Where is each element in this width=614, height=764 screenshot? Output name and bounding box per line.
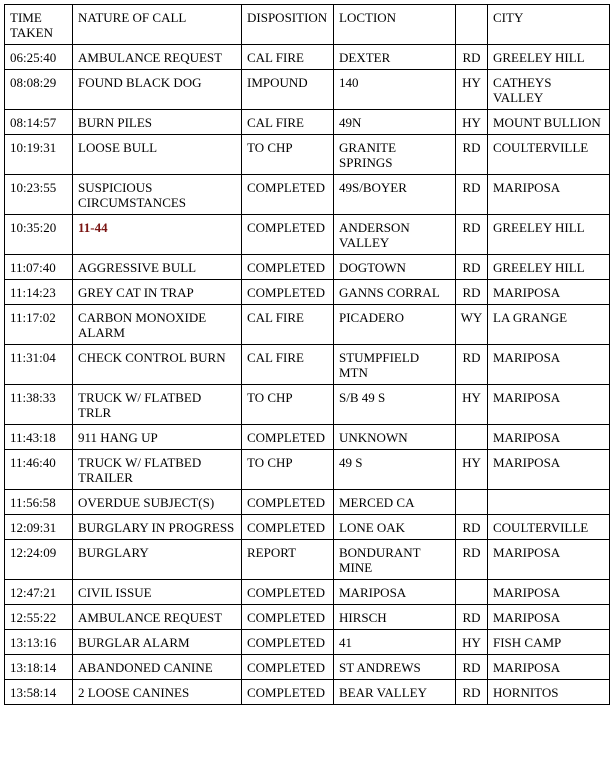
cell-suffix: RD <box>456 605 488 630</box>
cell-disposition: IMPOUND <box>242 70 334 110</box>
cell-city: MOUNT BULLION <box>488 110 610 135</box>
cell-disposition: COMPLETED <box>242 655 334 680</box>
cell-location: BONDURANT MINE <box>334 540 456 580</box>
cell-time: 12:24:09 <box>5 540 73 580</box>
cell-disposition: COMPLETED <box>242 580 334 605</box>
cell-disposition: COMPLETED <box>242 490 334 515</box>
cell-location: GANNS CORRAL <box>334 280 456 305</box>
cell-disposition: COMPLETED <box>242 215 334 255</box>
cell-disposition: COMPLETED <box>242 515 334 540</box>
header-row <box>5 5 610 45</box>
cell-nature: AGGRESSIVE BULL <box>73 255 242 280</box>
table-row <box>5 255 610 280</box>
cell-time: 11:38:33 <box>5 385 73 425</box>
cell-suffix: RD <box>456 655 488 680</box>
cell-time: 10:35:20 <box>5 215 73 255</box>
cell-suffix: HY <box>456 70 488 110</box>
cell-nature: CARBON MONOXIDE ALARM <box>73 305 242 345</box>
cell-suffix: RD <box>456 255 488 280</box>
cell-city: MARIPOSA <box>488 345 610 385</box>
cell-nature: GREY CAT IN TRAP <box>73 280 242 305</box>
cell-time: 10:19:31 <box>5 135 73 175</box>
cell-disposition: TO CHP <box>242 450 334 490</box>
cell-location: 140 <box>334 70 456 110</box>
cell-location: S/B 49 S <box>334 385 456 425</box>
cell-nature: TRUCK W/ FLATBED TRLR <box>73 385 242 425</box>
table-row <box>5 490 610 515</box>
cell-city <box>488 490 610 515</box>
table-row <box>5 515 610 540</box>
cell-location: HIRSCH <box>334 605 456 630</box>
cell-time: 13:18:14 <box>5 655 73 680</box>
cell-time: 06:25:40 <box>5 45 73 70</box>
cell-disposition: COMPLETED <box>242 175 334 215</box>
cell-disposition: TO CHP <box>242 385 334 425</box>
table-row <box>5 540 610 580</box>
cell-time: 11:46:40 <box>5 450 73 490</box>
cell-nature: BURGLAR ALARM <box>73 630 242 655</box>
cell-city: COULTERVILLE <box>488 135 610 175</box>
table-row <box>5 70 610 110</box>
cell-city: HORNITOS <box>488 680 610 705</box>
table-row <box>5 680 610 705</box>
call-log-body <box>5 45 610 705</box>
cell-location: BEAR VALLEY <box>334 680 456 705</box>
cell-city: MARIPOSA <box>488 450 610 490</box>
table-row <box>5 135 610 175</box>
cell-time: 12:55:22 <box>5 605 73 630</box>
cell-nature: 2 LOOSE CANINES <box>73 680 242 705</box>
cell-location: STUMPFIELD MTN <box>334 345 456 385</box>
cell-suffix: RD <box>456 135 488 175</box>
cell-disposition: COMPLETED <box>242 255 334 280</box>
cell-location: DOGTOWN <box>334 255 456 280</box>
cell-suffix: HY <box>456 630 488 655</box>
table-row <box>5 425 610 450</box>
cell-city: GREELEY HILL <box>488 215 610 255</box>
cell-disposition: CAL FIRE <box>242 345 334 385</box>
cell-city: MARIPOSA <box>488 580 610 605</box>
cell-nature: BURN PILES <box>73 110 242 135</box>
cell-time: 11:31:04 <box>5 345 73 385</box>
header-location: LOCTION <box>334 5 456 45</box>
cell-city: MARIPOSA <box>488 655 610 680</box>
header-nature: NATURE OF CALL <box>73 5 242 45</box>
cell-location: UNKNOWN <box>334 425 456 450</box>
cell-location: LONE OAK <box>334 515 456 540</box>
table-row <box>5 605 610 630</box>
cell-nature: TRUCK W/ FLATBED TRAILER <box>73 450 242 490</box>
cell-suffix: HY <box>456 450 488 490</box>
cell-time: 11:14:23 <box>5 280 73 305</box>
cell-location: PICADERO <box>334 305 456 345</box>
cell-nature: CHECK CONTROL BURN <box>73 345 242 385</box>
cell-time: 13:13:16 <box>5 630 73 655</box>
cell-location: ANDERSON VALLEY <box>334 215 456 255</box>
header-disposition: DISPOSITION <box>242 5 334 45</box>
cell-time: 11:07:40 <box>5 255 73 280</box>
header-city: CITY <box>488 5 610 45</box>
cell-location: MERCED CA <box>334 490 456 515</box>
cell-city: COULTERVILLE <box>488 515 610 540</box>
cell-location: MARIPOSA <box>334 580 456 605</box>
cell-disposition: COMPLETED <box>242 630 334 655</box>
table-row <box>5 450 610 490</box>
cell-suffix: RD <box>456 215 488 255</box>
cell-time: 11:56:58 <box>5 490 73 515</box>
cell-suffix: RD <box>456 345 488 385</box>
cell-suffix: RD <box>456 540 488 580</box>
cell-suffix <box>456 580 488 605</box>
cell-disposition: CAL FIRE <box>242 45 334 70</box>
cell-time: 11:17:02 <box>5 305 73 345</box>
cell-time: 12:47:21 <box>5 580 73 605</box>
cell-nature: FOUND BLACK DOG <box>73 70 242 110</box>
table-row <box>5 280 610 305</box>
cell-location: GRANITE SPRINGS <box>334 135 456 175</box>
call-log-sheet <box>4 4 610 705</box>
table-row <box>5 655 610 680</box>
cell-nature: AMBULANCE REQUEST <box>73 45 242 70</box>
cell-disposition: COMPLETED <box>242 680 334 705</box>
header-time: TIME TAKEN <box>5 5 73 45</box>
cell-suffix: RD <box>456 515 488 540</box>
cell-suffix: WY <box>456 305 488 345</box>
cell-disposition: TO CHP <box>242 135 334 175</box>
table-row <box>5 110 610 135</box>
cell-city: MARIPOSA <box>488 605 610 630</box>
cell-city: MARIPOSA <box>488 175 610 215</box>
call-log-table <box>4 4 610 705</box>
cell-city: MARIPOSA <box>488 385 610 425</box>
table-row <box>5 345 610 385</box>
cell-time: 08:14:57 <box>5 110 73 135</box>
cell-suffix: HY <box>456 385 488 425</box>
cell-nature: BURGLARY IN PROGRESS <box>73 515 242 540</box>
cell-disposition: COMPLETED <box>242 425 334 450</box>
cell-nature: CIVIL ISSUE <box>73 580 242 605</box>
cell-city: GREELEY HILL <box>488 255 610 280</box>
header-suffix <box>456 5 488 45</box>
table-row <box>5 580 610 605</box>
cell-city: MARIPOSA <box>488 540 610 580</box>
cell-disposition: COMPLETED <box>242 605 334 630</box>
cell-disposition: REPORT <box>242 540 334 580</box>
cell-location: 49S/BOYER <box>334 175 456 215</box>
cell-nature: ABANDONED CANINE <box>73 655 242 680</box>
cell-city: GREELEY HILL <box>488 45 610 70</box>
cell-suffix: RD <box>456 280 488 305</box>
cell-suffix <box>456 425 488 450</box>
cell-nature: SUSPICIOUS CIRCUMSTANCES <box>73 175 242 215</box>
cell-location: ST ANDREWS <box>334 655 456 680</box>
cell-city: MARIPOSA <box>488 280 610 305</box>
cell-city: FISH CAMP <box>488 630 610 655</box>
cell-nature: 11-44 <box>73 215 242 255</box>
table-row <box>5 215 610 255</box>
cell-time: 08:08:29 <box>5 70 73 110</box>
cell-location: DEXTER <box>334 45 456 70</box>
cell-suffix: RD <box>456 175 488 215</box>
cell-nature: 911 HANG UP <box>73 425 242 450</box>
cell-nature: LOOSE BULL <box>73 135 242 175</box>
cell-city: CATHEYS VALLEY <box>488 70 610 110</box>
cell-location: 49 S <box>334 450 456 490</box>
cell-time: 11:43:18 <box>5 425 73 450</box>
cell-suffix: RD <box>456 680 488 705</box>
cell-location: 41 <box>334 630 456 655</box>
cell-suffix: HY <box>456 110 488 135</box>
cell-time: 10:23:55 <box>5 175 73 215</box>
cell-disposition: CAL FIRE <box>242 110 334 135</box>
cell-city: MARIPOSA <box>488 425 610 450</box>
table-row <box>5 305 610 345</box>
cell-location: 49N <box>334 110 456 135</box>
cell-suffix: RD <box>456 45 488 70</box>
cell-time: 12:09:31 <box>5 515 73 540</box>
table-row <box>5 45 610 70</box>
cell-nature: OVERDUE SUBJECT(S) <box>73 490 242 515</box>
cell-time: 13:58:14 <box>5 680 73 705</box>
table-row <box>5 630 610 655</box>
table-row <box>5 385 610 425</box>
cell-nature: BURGLARY <box>73 540 242 580</box>
cell-suffix <box>456 490 488 515</box>
cell-city: LA GRANGE <box>488 305 610 345</box>
cell-nature: AMBULANCE REQUEST <box>73 605 242 630</box>
table-row <box>5 175 610 215</box>
cell-disposition: CAL FIRE <box>242 305 334 345</box>
cell-disposition: COMPLETED <box>242 280 334 305</box>
